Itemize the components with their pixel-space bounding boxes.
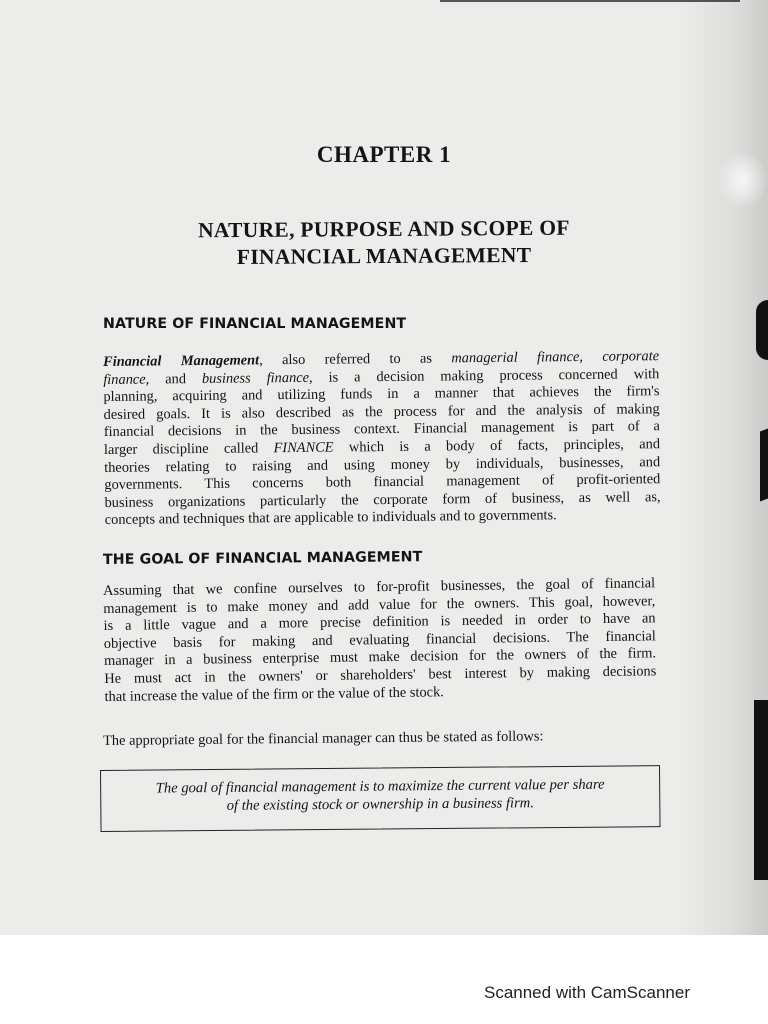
text-line: theories relating to raising and using money by individuals, businesses, and bbox=[104, 453, 661, 476]
goal-intro-paragraph bbox=[103, 727, 659, 750]
text-run: , also referred to as bbox=[259, 350, 452, 369]
text-line: business organizations particularly the corporate form of business, as well as, bbox=[104, 488, 661, 511]
text-line: manager in a business enterprise must make decision for the owners of the firm. bbox=[103, 645, 657, 670]
footer bbox=[0, 935, 768, 1024]
goal-statement bbox=[101, 775, 659, 816]
edge-mark bbox=[760, 429, 768, 502]
text-run: is a decision making process concerned with bbox=[312, 365, 660, 386]
text-run: larger discipline called bbox=[103, 440, 274, 458]
camscanner-watermark: Scanned with CamScanner bbox=[483, 983, 690, 1002]
section-heading-goal: THE GOAL OF FINANCIAL MANAGEMENT bbox=[102, 549, 423, 568]
chapter-label: CHAPTER 1 bbox=[316, 142, 452, 167]
text-line: governments. This concerns both financial management of profit-oriented bbox=[104, 471, 661, 494]
text-line: management is to make money and add value for the owners. This goal, however, bbox=[103, 592, 656, 617]
chapter-title bbox=[0, 213, 768, 272]
chapter-title-line1: NATURE, PURPOSE AND SCOPE OF bbox=[197, 215, 570, 243]
edge-mark bbox=[754, 700, 768, 880]
text-line: planning, acquiring and utilizing funds in a manner that achieves the firm's bbox=[103, 383, 660, 406]
text-line: objective basis for making and evaluating financial decisions. The financial bbox=[103, 628, 656, 652]
text-run: FINANCE bbox=[273, 439, 334, 457]
text-line: that increase the value of the firm or the value of the stock. bbox=[104, 683, 444, 705]
goal-statement-line1: The goal of financial management is to maximize the current value per share bbox=[155, 776, 605, 797]
text-run: and bbox=[149, 370, 203, 388]
edge-mark bbox=[756, 300, 768, 360]
text-line: concepts and techniques that are applicable to individuals and to governments. bbox=[104, 507, 557, 529]
goal-statement-box bbox=[100, 765, 661, 832]
goal-paragraph bbox=[103, 575, 657, 706]
text-line: is a little vague and a more precise definition is needed in order to have an bbox=[103, 610, 656, 635]
text-line: The appropriate goal for the financial manager can thus be stated as follows: bbox=[103, 728, 544, 749]
text-run: finance, bbox=[103, 371, 150, 388]
term-financial-management: Financial Management bbox=[103, 352, 260, 370]
chapter-title-line2: FINANCIAL MANAGEMENT bbox=[236, 242, 532, 270]
text-line: He must act in the owners' or shareholders' best interest by making decisions bbox=[104, 663, 657, 687]
text-run: business finance, bbox=[201, 369, 313, 387]
section-heading-nature: NATURE OF FINANCIAL MANAGEMENT bbox=[103, 316, 407, 332]
text-run: which is a body of facts, principles, and bbox=[333, 436, 661, 456]
text-run: managerial finance, corporate bbox=[451, 348, 660, 367]
text-line: desired goals. It is also described as the process for and the analysis of making bbox=[103, 400, 660, 423]
text-line: financial decisions in the business context. Financial management is part of a bbox=[103, 418, 660, 441]
goal-statement-line2: of the existing stock or ownership in a business firm. bbox=[226, 795, 535, 814]
text-line: Assuming that we confine ourselves to for-profit businesses, the goal of financial bbox=[103, 575, 656, 599]
nature-paragraph bbox=[103, 348, 661, 530]
